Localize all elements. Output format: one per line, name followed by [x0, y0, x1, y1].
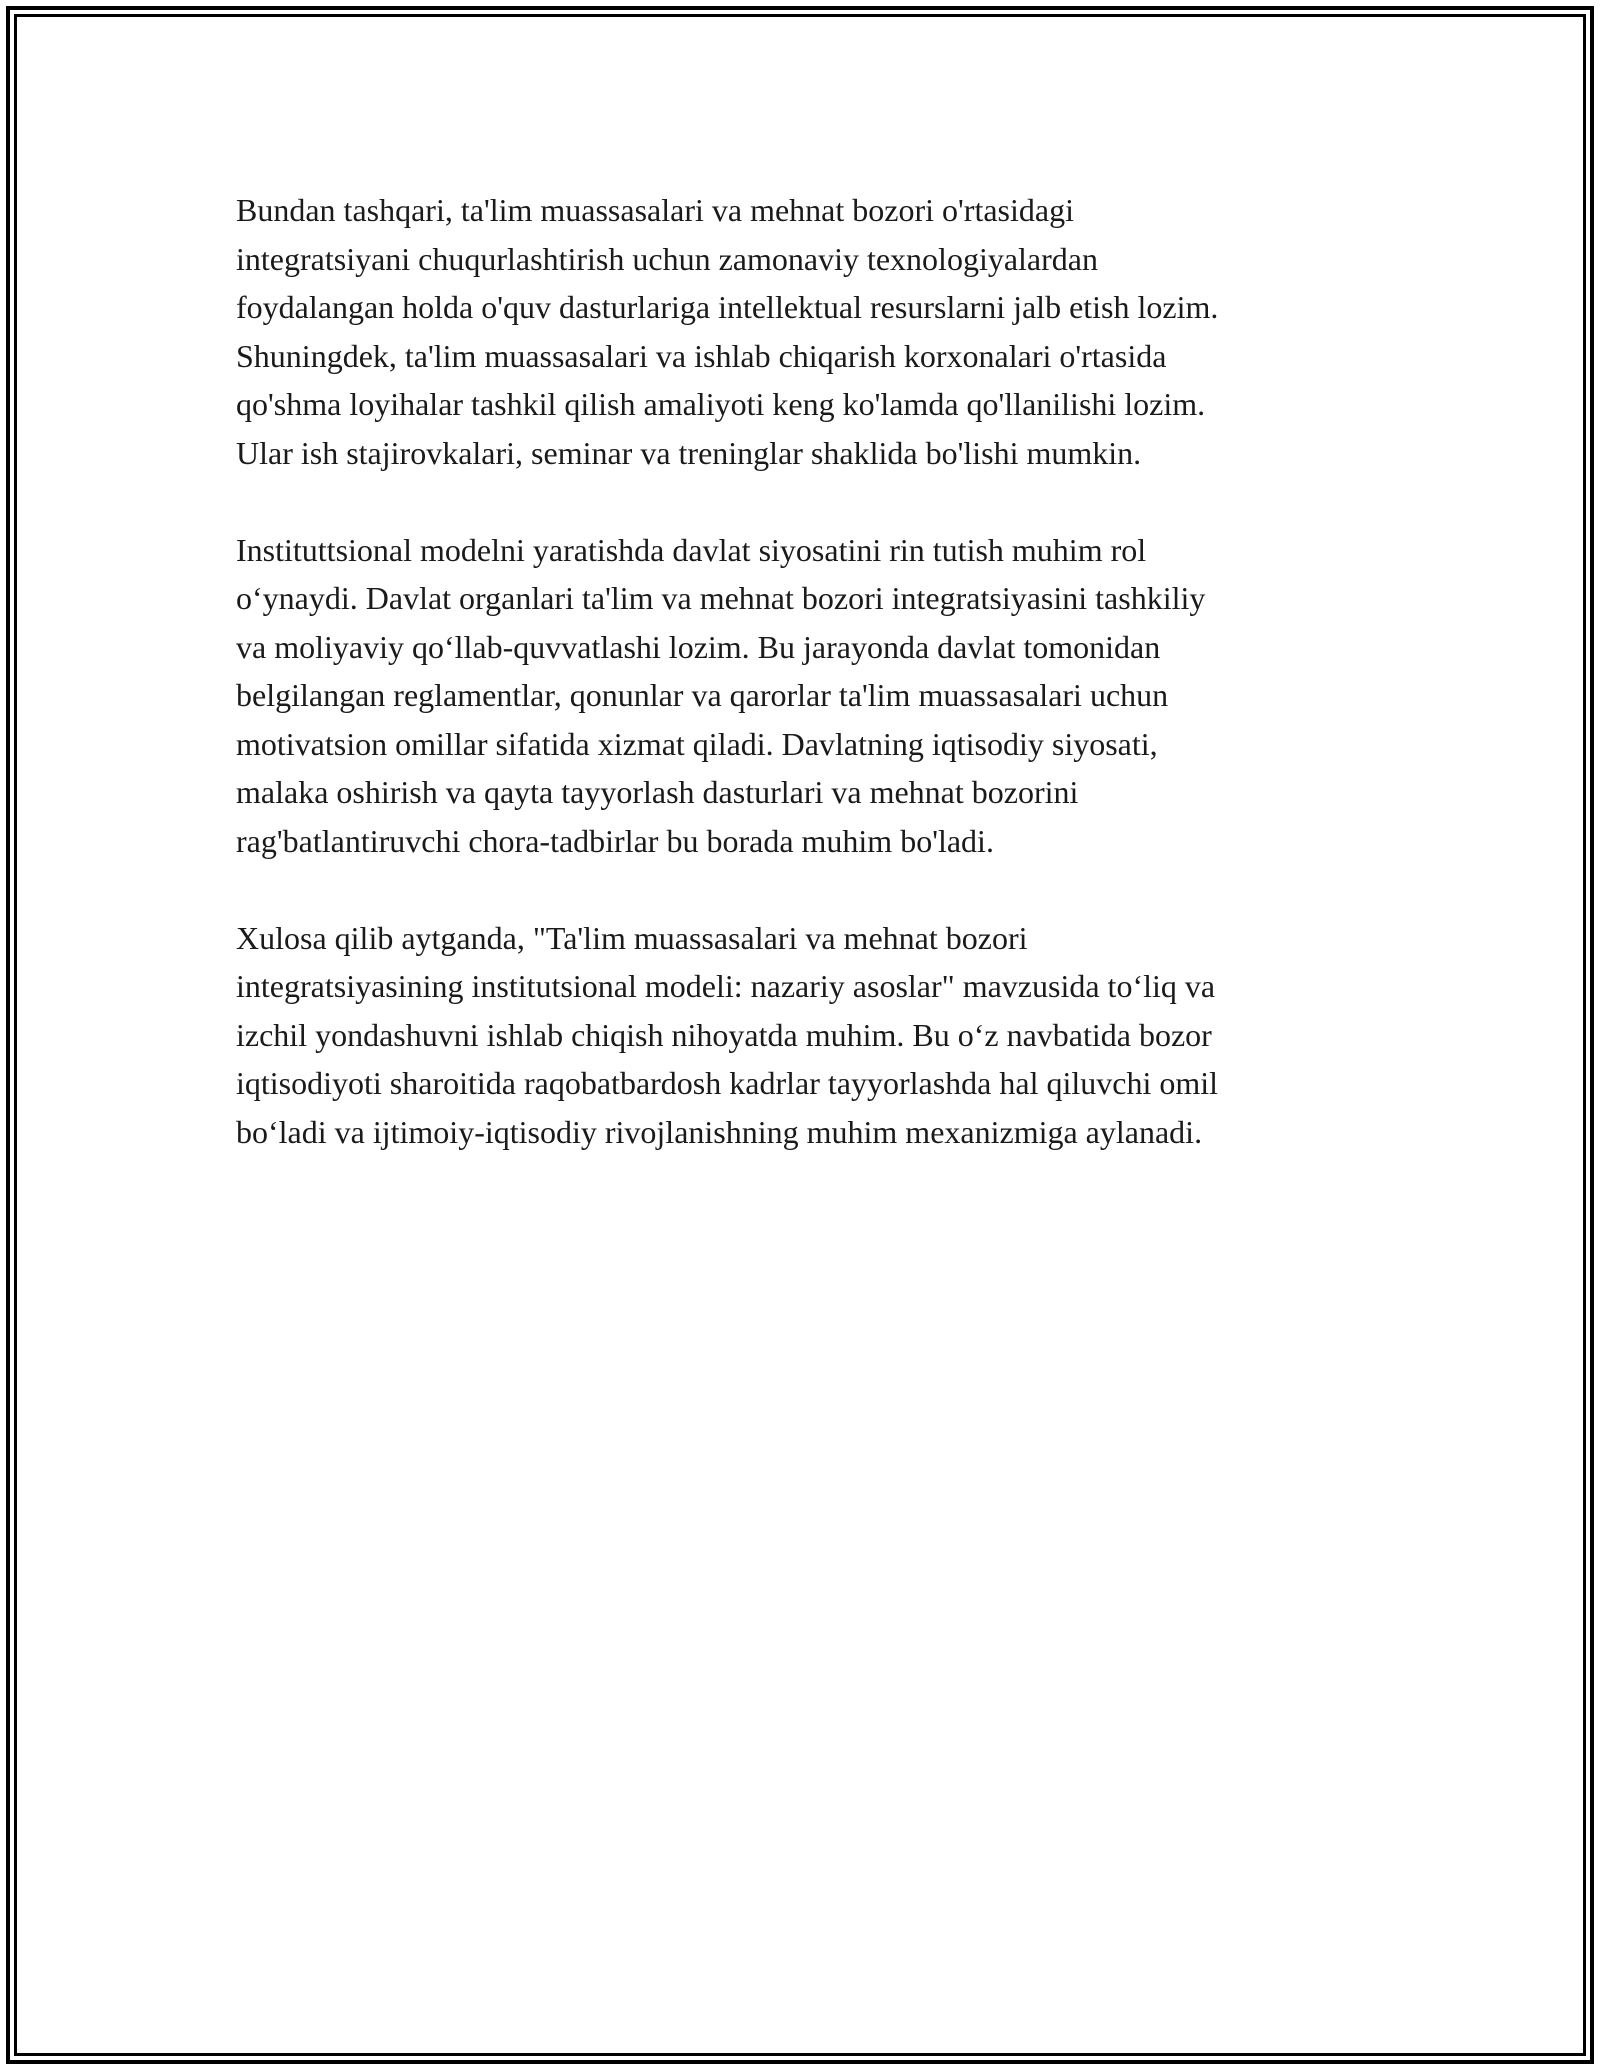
text-line: Shuningdek, ta'lim muassasalari va ishlab chiqarish korxonalari o'rtasida — [236, 337, 1167, 374]
text-line: motivatsion omillar sifatida xizmat qiladi. Davlatning iqtisodiy siyosati, — [236, 725, 1158, 762]
text-line: Xulosa qilib aytganda, "Ta'lim muassasalari va mehnat bozori — [236, 919, 1028, 956]
text-line: rag'batlantiruvchi chora-tadbirlar bu borada muhim bo'ladi. — [236, 822, 994, 859]
text-line: belgilangan reglamentlar, qonunlar va qarorlar ta'lim muassasalari uchun — [236, 677, 1169, 713]
text-line: integratsiyasining institutsional modeli: nazariy asoslar" mavzusida to‘liq va — [236, 968, 1216, 1004]
text-line: foydalangan holda o'quv dasturlariga intellektual resurslarni jalb etish lozim. — [236, 289, 1219, 325]
paragraph-3 — [236, 914, 1376, 1157]
paragraph-2 — [236, 526, 1376, 866]
document-body — [236, 186, 1376, 1205]
text-line: malaka oshirish va qayta tayyorlash dasturlari va mehnat bozorini — [236, 774, 1079, 810]
text-line: Bundan tashqari, ta'lim muassasalari va mehnat bozori o'rtasidagi — [236, 192, 1074, 228]
text-line: qo'shma loyihalar tashkil qilish amaliyoti keng ko'lamda qo'llanilishi lozim. — [236, 386, 1206, 422]
text-line: izchil yondashuvni ishlab chiqish nihoyatda muhim. Bu o‘z navbatida bozor — [236, 1016, 1212, 1053]
text-line: bo‘ladi va ijtimoiy-iqtisodiy rivojlanishning muhim mexanizmiga aylanadi. — [236, 1113, 1203, 1150]
text-line: integratsiyani chuqurlashtirish uchun zamonaviy texnologiyalardan — [236, 240, 1098, 277]
text-line: Ular ish stajirovkalari, seminar va treninglar shaklida bo'lishi mumkin. — [236, 434, 1142, 471]
text-line: Instituttsional modelni yaratishda davlat siyosatini rin tutish muhim rol — [236, 531, 1147, 568]
text-line: o‘ynaydi. Davlat organlari ta'lim va mehnat bozori integratsiyasini tashkiliy — [236, 580, 1206, 616]
text-line: va moliyaviy qo‘llab-quvvatlashi lozim. Bu jarayonda davlat tomonidan — [236, 628, 1161, 665]
paragraph-1 — [236, 186, 1376, 477]
text-line: iqtisodiyoti sharoitida raqobatbardosh kadrlar tayyorlashda hal qiluvchi omil — [236, 1065, 1218, 1101]
